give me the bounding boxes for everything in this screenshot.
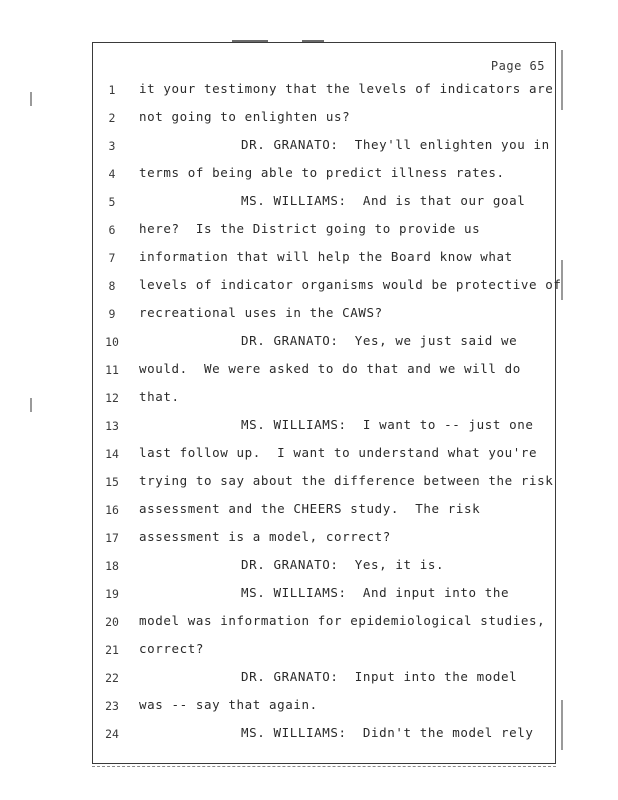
page-number: Page 65 <box>490 59 545 73</box>
scan-mark-right-3 <box>561 700 563 750</box>
line-number: 3 <box>108 139 116 153</box>
line-number: 23 <box>105 699 119 713</box>
line-text: DR. GRANATO: Yes, we just said we <box>241 333 518 348</box>
line-number: 10 <box>105 335 119 349</box>
line-text: MS. WILLIAMS: I want to -- just one <box>241 417 534 432</box>
line-text: assessment and the CHEERS study. The risk <box>139 501 481 516</box>
line-text: MS. WILLIAMS: Didn't the model rely <box>241 725 534 740</box>
line-number: 14 <box>105 447 119 461</box>
line-text: not going to enlighten us? <box>139 109 351 124</box>
line-text: DR. GRANATO: Input into the model <box>241 669 518 684</box>
line-number: 6 <box>108 223 116 237</box>
line-text: would. We were asked to do that and we will do <box>139 361 521 376</box>
line-text: correct? <box>139 641 205 656</box>
line-text: MS. WILLIAMS: And input into the <box>241 585 510 600</box>
line-number: 4 <box>108 167 116 181</box>
line-text: that. <box>139 389 180 404</box>
line-text: DR. GRANATO: Yes, it is. <box>241 557 445 572</box>
line-text: levels of indicator organisms would be protective of <box>139 277 562 292</box>
line-text: was -- say that again. <box>139 697 318 712</box>
transcript-page <box>92 42 562 764</box>
line-text: last follow up. I want to understand what you're <box>139 445 538 460</box>
line-number: 1 <box>108 83 116 97</box>
line-number: 18 <box>105 559 119 573</box>
line-number: 11 <box>105 363 119 377</box>
line-number: 7 <box>108 251 116 265</box>
line-text: DR. GRANATO: They'll enlighten you in <box>241 137 550 152</box>
scan-mark-left-2 <box>30 398 32 412</box>
line-text: it your testimony that the levels of indicators are <box>139 81 554 96</box>
line-number: 21 <box>105 643 119 657</box>
line-number: 13 <box>105 419 119 433</box>
page-bottom-rule <box>92 766 556 767</box>
line-text: terms of being able to predict illness rates. <box>139 165 505 180</box>
line-number: 17 <box>105 531 119 545</box>
scan-mark-right-1 <box>561 50 563 110</box>
line-number: 12 <box>105 391 119 405</box>
line-number: 5 <box>108 195 116 209</box>
line-text: MS. WILLIAMS: And is that our goal <box>241 193 526 208</box>
line-number: 8 <box>108 279 116 293</box>
scan-mark-left-1 <box>30 92 32 106</box>
line-number: 24 <box>105 727 119 741</box>
line-number: 16 <box>105 503 119 517</box>
line-text: trying to say about the difference between the risk <box>139 473 554 488</box>
line-number: 15 <box>105 475 119 489</box>
line-text: recreational uses in the CAWS? <box>139 305 383 320</box>
line-number: 2 <box>108 111 116 125</box>
line-text: here? Is the District going to provide us <box>139 221 481 236</box>
line-number: 22 <box>105 671 119 685</box>
line-number: 9 <box>108 307 116 321</box>
line-text: assessment is a model, correct? <box>139 529 391 544</box>
line-number: 20 <box>105 615 119 629</box>
line-text: information that will help the Board know what <box>139 249 513 264</box>
line-number: 19 <box>105 587 119 601</box>
line-text: model was information for epidemiological studies, <box>139 613 546 628</box>
